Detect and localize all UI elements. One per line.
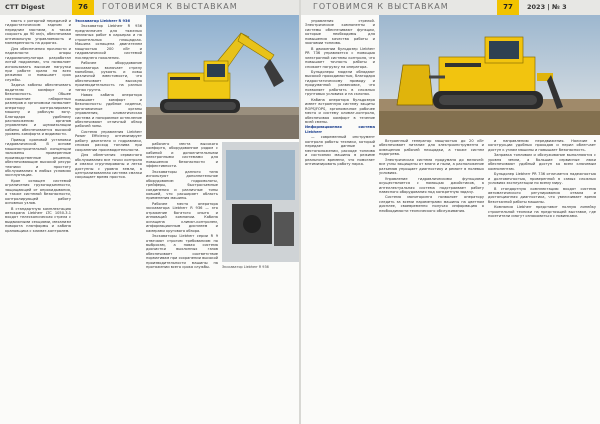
text-column-3 — [146, 142, 218, 419]
text-column-2 — [379, 139, 484, 419]
bulldozer-photo — [379, 15, 600, 135]
paragraph: Заправка топливом и обслуживание выполняются с уровня земли, а большие сервисные люки обеспечивают удобный доступ ко всем ключевым компонентам. — [488, 153, 596, 171]
paragraph: Встроенный генератор мощностью до 20 кВт обеспечивает питание для электроинструмента и освещения рабочей площадки, а также систем подогрева. — [379, 139, 484, 157]
paragraph: Для облегчения сервисного обслуживания все точки контроля и смазки сгруппированы и легко доступны с уровня земли, а централизованная система смазки сокращает время простоя. — [75, 153, 142, 180]
paragraph: Экскаваторы Liebherr серии R 9 отвечают строгим требованиям по выбросам, а новая система доочистки выхлопных газов обеспечивает соответствие нормативам при сохранении высокой производительности машины на протяжении всего срока службы. — [146, 234, 218, 270]
paragraph: Привод крановой установки гидравлический. В основе машиностроительной концепции заложены проверенные производственные решения, обеспечивающие высокий ресурс техники и простоту обслуживания в любых условиях эксплуатации. — [5, 137, 71, 178]
paragraph: Компания Liebherr представит полную линейку строительной техники на предстоящей выставке, где посетители смогут ознакомиться с новинками. — [488, 205, 596, 219]
paragraph: В стандартную комплектацию входят система автоматического регулирования отвала и дистанционная диагностика, что увеличивает время безотказной работы машины. — [488, 186, 596, 204]
section-title: ГОТОВИМСЯ К ВЫСТАВКАМ — [313, 2, 449, 11]
paragraph: — современный инструмент контроля работы техники, который передает данные о местоположении, расходе топлива и состоянии машины в режиме реального времени, что помогает оптимизировать работу парка. — [305, 135, 375, 167]
paragraph: рабочего места высокого комфорта, оборудованное рядом с кабиной и дополнительными электронными системами для повышения безопасности и эффективности. — [146, 142, 218, 169]
page-header — [0, 0, 299, 15]
left-page — [0, 0, 299, 424]
paragraph: Новая кабина оператора повышает комфорт и безопасность: удобное сиденье, эргономичные органы управления, климатическая система и панорамное остекление обеспечивают отличный обзор рабочей зоны. — [75, 93, 142, 129]
page-header — [301, 0, 600, 15]
paragraph: масть с роторной передачей и гидростатическим задним и передним мостами, а также скорость до 90 км/ч, обеспечивая оптимальную управляемость и маневренность на дорогах. — [5, 19, 71, 46]
paragraph: Система мониторинга позволяет оператору следить за всеми параметрами машины на цветном дисплее, своевременно получая информацию о необходимости технического обслуживания. — [379, 195, 484, 213]
right-page — [301, 0, 600, 424]
paragraph: Экскаватор Liebherr R 936 предназначен для тяжелых земляных работ в карьерах и на строительных площадках. Машина оснащена двигателем мощностью 200 кВт и гидравлической системой последнего поколения. — [75, 24, 142, 60]
section-title: ГОТОВИМСЯ К ВЫСТАВКАМ — [102, 2, 238, 11]
paragraph: Управление гидравлическими функциями осуществляется с помощью джойстиков, а интеллектуальная система подстраивает работу навесного оборудования под конкретную задачу. — [379, 176, 484, 194]
paragraph: Рабочее место оператора экскаватора Liebherr R 936 — это отражение богатого опыта и инноваций компании. Кабина оснащена климат-контролем, информационным дисплеем и камерами кругового обзора. — [146, 201, 218, 233]
excavator-photo — [146, 15, 299, 139]
subheading: Экскаватор Liebherr R 936 — [75, 19, 130, 23]
paragraph: управления стрелой. Электрические компоненты и системы обеспечивают функции, которые необходимы для повышения качества работы и экономии топлива. — [305, 19, 375, 46]
text-column-3 — [488, 139, 596, 419]
page-number: 76 — [72, 0, 94, 15]
magazine-name: СТТ Digest — [5, 3, 45, 11]
paragraph: Для обеспечения прочности и надежности опоры гидроманипулятора разработан литой подрамник, что позволяет использовать высокие нагрузки при работе крана на всех режимах и повышает срок службы. — [5, 46, 71, 82]
text-column-1 — [305, 19, 375, 419]
cab-interior-photo — [222, 142, 299, 262]
paragraph: Рабочее оборудование экскаватора включает стрелу моноблок, рукоять и ковш различной вместимости, что обеспечивает высокую производительность на разных типах грунта. — [75, 61, 142, 92]
paragraph: Бульдозер Liebherr PR 736 отличается надежностью и долговечностью, проверенной в самых сложных условиях эксплуатации по всему миру. — [488, 172, 596, 186]
paragraph: Экскаваторы данного типа используют дополнительное оборудование: гидромолоты, грейферы, быстросъемные соединения и различные типы ковшей, что расширяет область применения машины. — [146, 169, 218, 201]
paragraph: Электрическая система продумана до мелочей: все узлы защищены от влаги и пыли, а расположение разъемов упрощает диагностику и ремонт в полевых условиях. — [379, 157, 484, 176]
subheading: Информационная система Liebherr — [305, 125, 375, 134]
paragraph: В стандартную комплектацию автокрана Liebherr LTC 1050-3.1 входят телескопическая стрела с выдвижными секциями, механизм поворота платформы и кабина крановщика с климат-контролем. — [5, 206, 71, 233]
paragraph: Кран оснащен системой ограничения грузоподъемности, защищающей от опрокидывания, а также системой безопасности, контролирующей работу основных узлов. — [5, 178, 71, 206]
paragraph: и направлению передвижения. Наличие в конструкции удобных проходов и перил облегчает доступ к узлам машины и повышает безопасность. — [488, 139, 596, 152]
page-number: 77 — [497, 0, 519, 15]
paragraph: Кабина оператора бульдозера имеет встроенную систему защиты ROPS/FOPS, эргономичное рабочее место и систему климат-контроля, обеспечивая комфорт в течение всей смены. — [305, 97, 375, 124]
photo-caption: Экскаватор Liebherr R 936 — [222, 265, 269, 269]
paragraph: Система управления Liebherr Power Efficiency оптимизирует работу двигателя и гидравлики, снижая расход топлива при сохранении производительности. — [75, 129, 142, 152]
paragraph: Задача кабины обеспечивать водителю комфорт и безопасность. Обшее соотношение габаритных размеров и эргономики позволяет оператору контролировать машину и рабочую зону. Благодаря удобному расположению органов управления и шумоизоляции кабины обеспечивается высокий уровень комфорта и видимости. — [5, 83, 71, 137]
text-column-2 — [75, 19, 142, 419]
text-column-1 — [5, 19, 71, 419]
paragraph: Бульдозеры модели обладают высокой проходимостью, благодаря гидростатическому приводу и продуманной развесовке, что позволяет работать в сложных грунтовых условиях и на склонах. — [305, 69, 375, 97]
issue-number: 2023 | № 3 — [527, 3, 567, 11]
paragraph: В движении бульдозер Liebherr PR 736 управляется с помощью электронной системы контроля, что повышает точность работы и снижает нагрузку на оператора. — [305, 46, 375, 69]
